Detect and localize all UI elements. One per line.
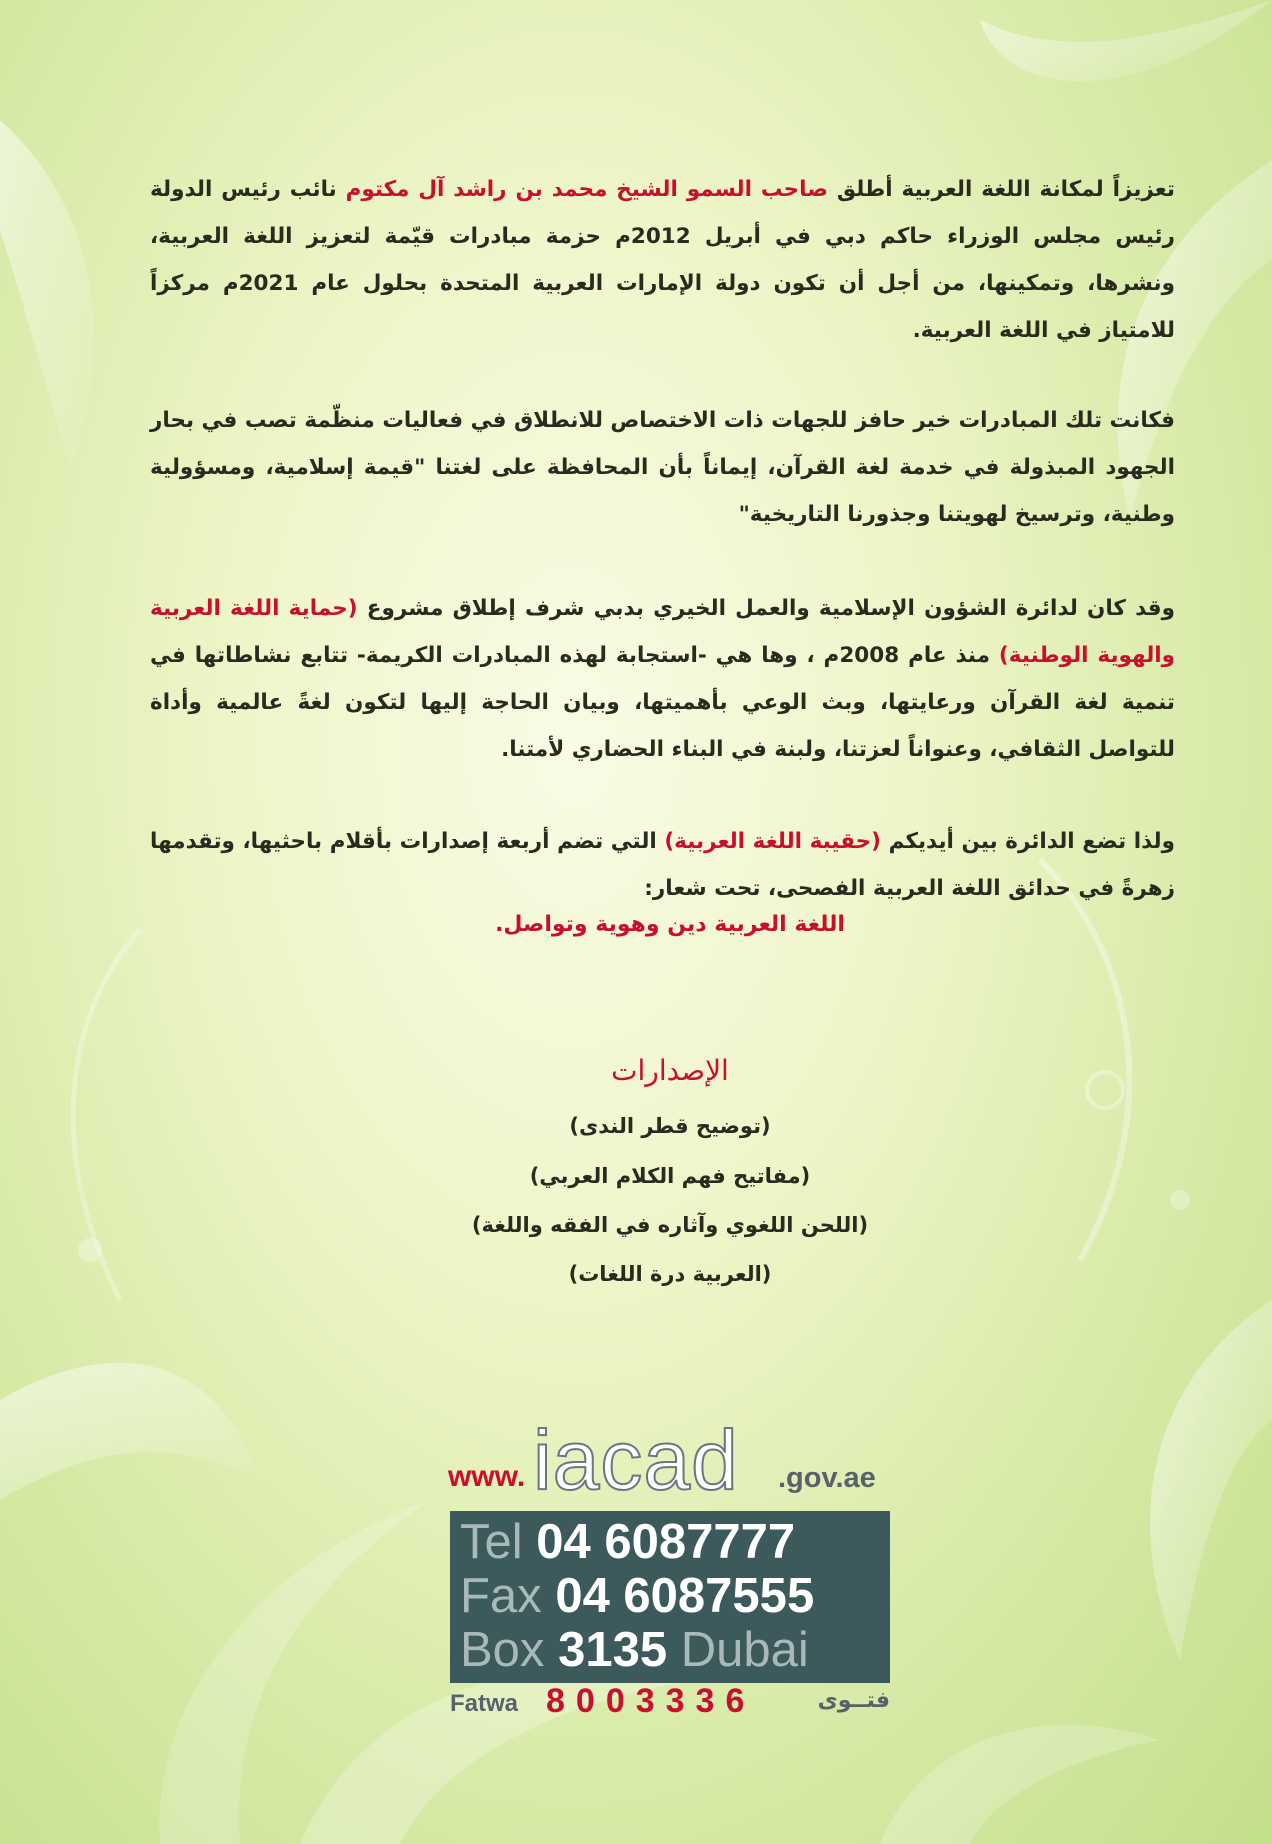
box-value: 3135 [558,1623,668,1677]
bag-text-start: ولذا تضع الدائرة بين أيديكم [881,829,1175,854]
department-text-start: وقد كان لدائرة الشؤون الإسلامية والعمل الخيري بدبي شرف إطلاق مشروع [357,596,1175,621]
tel-row [460,1515,795,1569]
bag-title-highlight: (حقيبة اللغة العربية) [664,829,881,854]
department-text-end: منذ عام 2008م ، وها هي -استجابة لهذه المبادرات الكريمة- تتابع نشاطاتها في تنمية لغة القرآن ورعايتها، وبث الوعي بأهميتها، وبيان الحاجة إليها لتكون لغةً عالمية وأداة للتواصل الثقافي، وعنواناً لعزتنا، ولبنة في البناء الحضاري لأمتنا. [150,643,1175,762]
fatwa-label: Fatwa [450,1690,519,1717]
slogan: اللغة العربية دين وهوية وتواصل. [495,912,845,937]
publication-item: (مفاتيح فهم الكلام العربي) [529,1164,811,1188]
website-address [448,1413,898,1510]
fax-label: Fax [460,1569,542,1623]
website-name: iacad [533,1413,739,1507]
fatwa-line [450,1684,890,1728]
fatwa-arabic-label: فتــوى [817,1688,890,1713]
box-city: Dubai [680,1623,809,1677]
project-title-highlight: (حماية اللغة العربية والهوية الوطنية) [150,596,1176,668]
box-row [460,1623,809,1677]
website-suffix: .gov.ae [778,1462,876,1494]
box-label: Box [460,1623,545,1677]
website-prefix: www. [448,1460,526,1493]
fax-row [460,1569,814,1623]
contact-box [450,1511,890,1683]
initiatives-paragraph: فكانت تلك المبادرات خير حافز للجهات ذات الاختصاص للانطلاق في فعاليات منظّمة تصب في بحار الجهود المبذولة في خدمة لغة القرآن، إيماناً بأن المحافظة على لغتنا "قيمة إسلامية، ومسؤولية وطنية، وترسيخ لهويتنا وجذورنا التاريخية" [150,408,1175,527]
fax-value: 04 6087555 [555,1569,815,1623]
tel-label: Tel [460,1515,523,1569]
tel-value: 04 6087777 [536,1515,796,1569]
intro-highlight: صاحب السمو الشيخ محمد بن راشد آل مكتوم [345,177,828,202]
intro-text-end: نائب رئيس الدولة رئيس مجلس الوزراء حاكم دبي في أبريل 2012م حزمة مبادرات قيّمة لتعزيز اللغة العربية، ونشرها، وتمكينها، من أجل أن تكون دولة الإمارات العربية المتحدة بحلول عام 2021م مركزاً للامتياز في اللغة العربية. [150,177,1175,343]
fatwa-number: 8003336 [546,1682,756,1720]
publication-item: (العربية درة اللغات) [568,1262,772,1286]
bag-text-end: التي تضم أربعة إصدارات بأقلام باحثيها، وتقدمها زهرةً في حدائق اللغة العربية الفصحى، تحت شعار: [150,829,1175,901]
bag-paragraph [150,818,1175,912]
intro-text-start: تعزيزاً لمكانة اللغة العربية أطلق [827,177,1176,202]
department-paragraph [150,585,1175,773]
publication-item: (اللحن اللغوي وآثاره في الفقه واللغة) [471,1213,869,1237]
publication-item: (توضيح قطر الندى) [569,1114,771,1138]
intro-paragraph [150,166,1175,354]
publications-title: الإصدارات [611,1054,729,1087]
